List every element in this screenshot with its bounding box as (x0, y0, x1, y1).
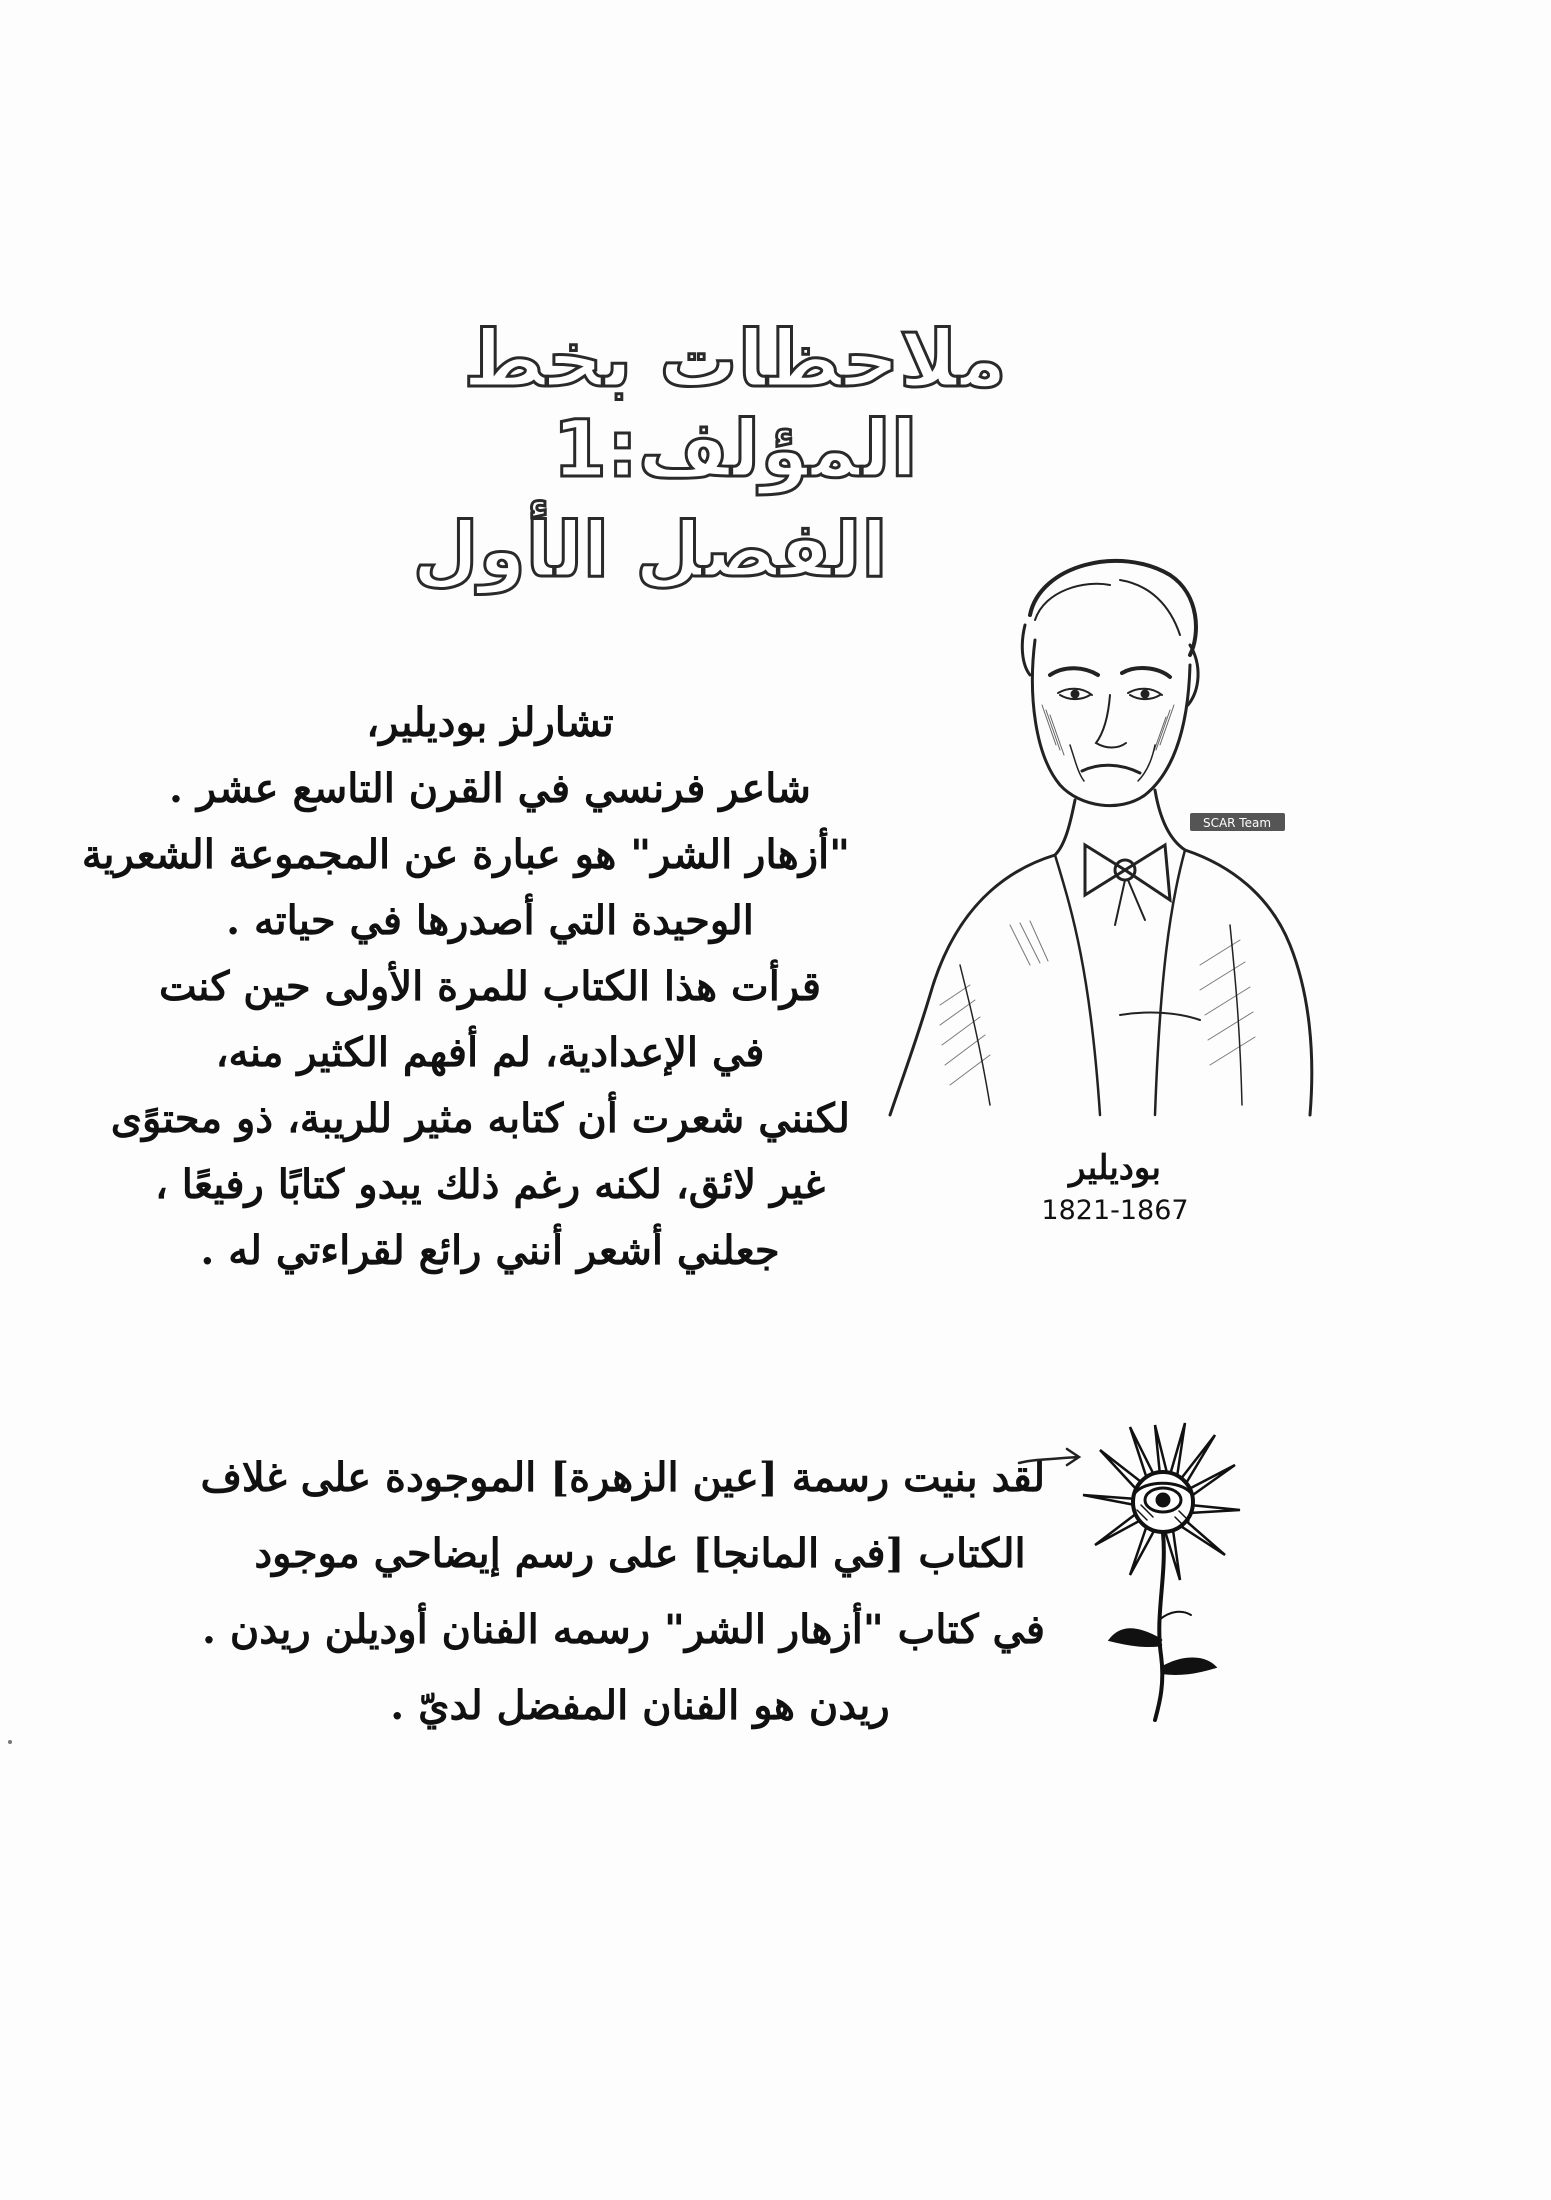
stray-ink-dot (8, 1740, 12, 1744)
page-title: ملاحظات بخط المؤلف:1 (463, 315, 1007, 495)
baudelaire-portrait (870, 545, 1330, 1125)
chapter-title: الفصل الأول (412, 505, 888, 594)
portrait-caption-name: بوديلير (1069, 1148, 1161, 1188)
portrait-caption-years: 1821-1867 (1041, 1195, 1189, 1226)
intro-line: جعلني أشعر أنني رائع لقراءتي له . (200, 1227, 780, 1274)
watermark-text: SCAR Team (1202, 816, 1272, 830)
intro-line: شاعر فرنسي في القرن التاسع عشر . (169, 765, 811, 812)
note-line: ريدن هو الفنان المفضل لديّ . (390, 1682, 890, 1729)
intro-line: في الإعدادية، لم أفهم الكثير منه، (215, 1029, 765, 1076)
intro-line: الوحيدة التي أصدرها في حياته . (226, 897, 754, 944)
intro-line: تشارلز بوديلير، (366, 699, 614, 746)
intro-line: غير لائق، لكنه رغم ذلك يبدو كتابًا رفيعًا ، (154, 1161, 826, 1208)
intro-line: قرأت هذا الكتاب للمرة الأولى حين كنت (158, 963, 821, 1010)
eye-flower-icon (1075, 1405, 1245, 1725)
note-line: في كتاب "أزهار الشر" رسمه الفنان أوديلن ريدن . (202, 1606, 1045, 1653)
intro-paragraph (81, 690, 850, 1284)
note-line: لقد بنيت رسمة [عين الزهرة] الموجودة على غلاف (200, 1454, 1045, 1501)
note-paragraph (200, 1440, 1045, 1744)
intro-line: "أزهار الشر" هو عبارة عن المجموعة الشعرية (81, 831, 850, 878)
note-line: الكتاب [في المانجا] على رسم إيضاحي موجود (254, 1530, 1026, 1577)
intro-line: لكنني شعرت أن كتابه مثير للريبة، ذو محتوًى (110, 1095, 850, 1142)
